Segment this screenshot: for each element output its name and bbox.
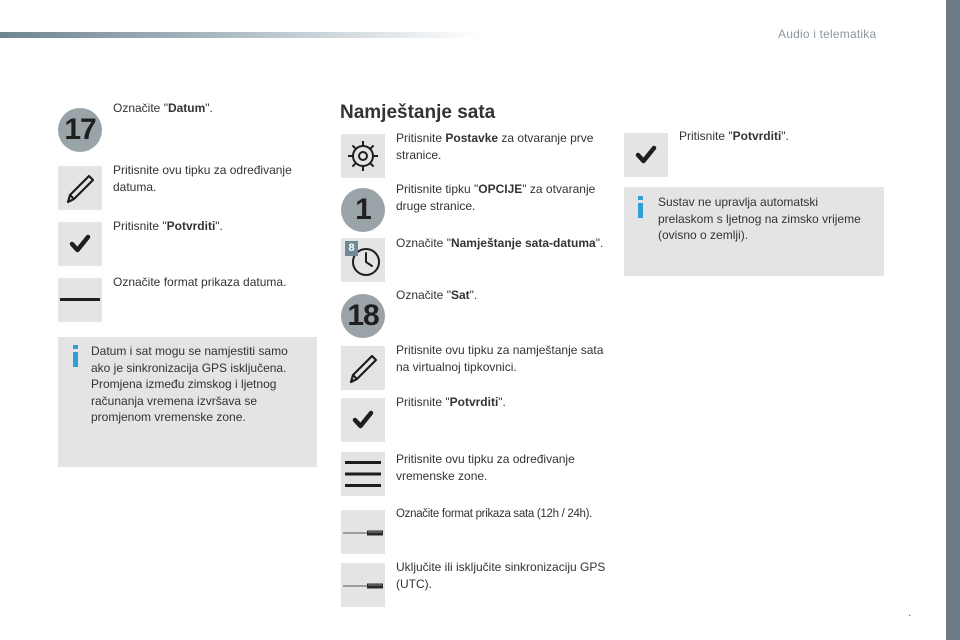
date-format-icon [58,278,102,322]
confirm-right-text: Pritisnite "Potvrditi". [679,129,789,143]
settings-text: Pritisnite Postavke za otvaranje prve stranice. [396,131,594,162]
date-format-text: Označite format prikaza datuma. [113,275,287,289]
confirm-time-text: Pritisnite "Potvrditi". [396,395,506,409]
pencil-time-text: Pritisnite ovu tipku za namještanje sata na virtualnoj tipkovnici. [396,343,604,374]
clock-badge-number: 8 [348,242,355,254]
clock-text: Označite "Namještanje sata-datuma". [396,236,604,250]
settings-gear-icon [341,134,385,178]
toggle-slider-icon [341,510,385,554]
step-1-badge: 1 [341,188,385,232]
time-format-text: Označite format prikaza sata (12h / 24h). [396,508,593,520]
gps-sync-text: Uključite ili isključite sinkronizaciju GPS (UTC). [396,560,606,591]
pencil-icon [58,166,102,210]
header-accent-bar [0,32,480,38]
section-title: Namještanje sata [340,102,496,123]
step-18-badge: 18 [341,294,385,338]
menu-lines-icon [341,452,385,496]
checkmark-icon [624,133,668,177]
step-1-text: Pritisnite tipku "OPCIJE" za otvaranje druge stranice. [396,182,596,213]
checkmark-icon [58,222,102,266]
info-icon [633,195,649,219]
pencil-date-text: Pritisnite ovu tipku za određivanje datuma. [113,163,292,194]
pencil-icon [341,346,385,390]
toggle-slider-icon [341,563,385,607]
date-info-text: Datum i sat mogu se namjestiti samo ako je sinkronizacija GPS isključena. Promjena između zimskog i ljetnog računanja vremena izvršava se promjenom vremenske zone. [91,344,288,424]
checkmark-icon [341,398,385,442]
confirm-date-text: Pritisnite "Potvrditi". [113,219,223,233]
timezone-text: Pritisnite ovu tipku za određivanje vremenske zone. [396,452,575,483]
page-edge-strip [946,0,960,640]
clock-icon [341,238,385,282]
step-17-text: Označite "Datum". [113,101,213,115]
dst-info-text: Sustav ne upravlja automatski prelaskom s ljetnog na zimsko vrijeme (ovisno o zemlji). [658,195,861,242]
page-number-mark: . [908,605,912,619]
step-17-badge: 17 [58,108,102,152]
info-icon [68,344,84,368]
chapter-title: Audio i telematika [778,27,877,41]
step-18-text: Označite "Sat". [396,288,478,302]
